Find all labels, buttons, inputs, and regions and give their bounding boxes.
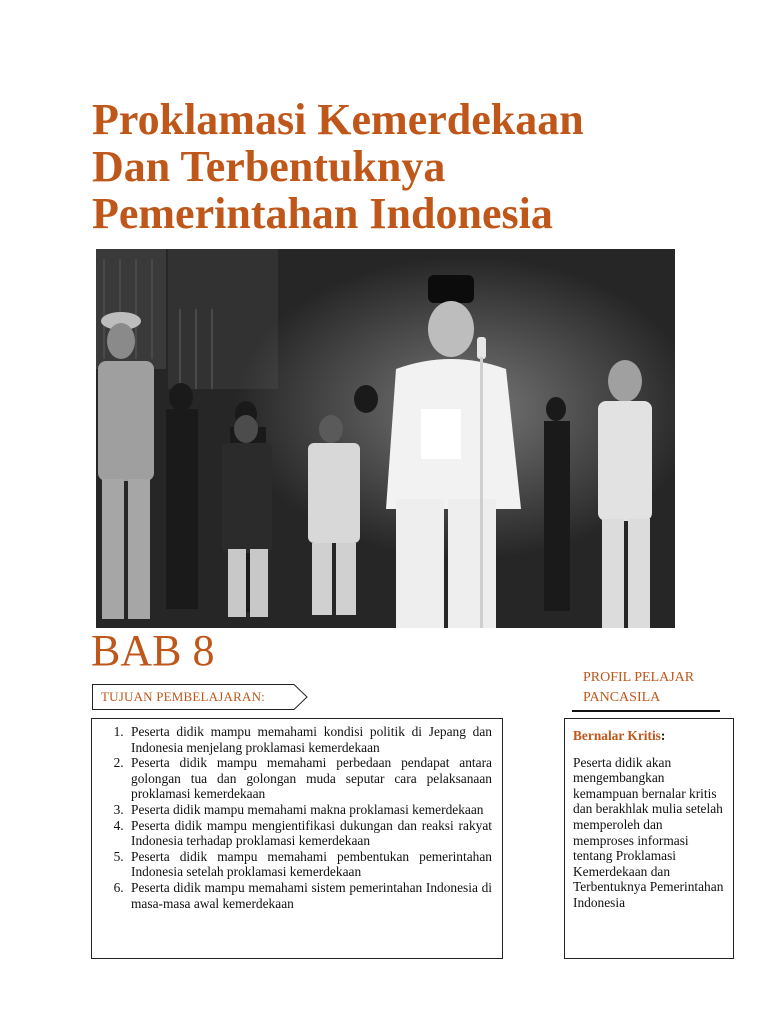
proclamation-photo bbox=[96, 249, 675, 628]
critical-thinking-box bbox=[564, 718, 734, 959]
learning-objectives-box bbox=[91, 718, 503, 959]
critical-thinking-heading-text: Bernalar Kritis bbox=[573, 728, 661, 743]
list-item: 4. Peserta didik mampu mengientifikasi dukungan dan reaksi rakyat Indonesia terhadap proklamasi kemerdekaan bbox=[127, 818, 492, 849]
chapter-label: BAB 8 bbox=[91, 626, 215, 675]
learning-objectives-label-text: TUJUAN PEMBELAJARAN: bbox=[101, 689, 265, 704]
critical-thinking-heading bbox=[573, 728, 725, 744]
critical-thinking-body: Peserta didik akan mengembangkan kemampuan bernalar kritis dan berakhlak mulia setelah memperoleh dan memproses informasi tentang Proklamasi Kemerdekaan dan Terbentuknya Pemerintahan Indonesia bbox=[573, 754, 724, 910]
heading-colon: : bbox=[660, 728, 666, 743]
list-item: 1. Peserta didik mampu memahami kondisi politik di Jepang dan Indonesia menjelang proklamasi kemerdekaan bbox=[127, 724, 492, 755]
objectives-list bbox=[102, 724, 492, 911]
profile-heading-line-1: PROFIL PELAJAR bbox=[583, 670, 695, 685]
page-title bbox=[92, 96, 692, 237]
profile-heading bbox=[583, 668, 723, 708]
list-item: 2. Peserta didik mampu memahami perbedaan pendapat antara golongan tua dan golongan muda seputar cara pelaksanaan proklamasi kemerdekaan bbox=[127, 755, 492, 802]
list-item: 6. Peserta didik mampu memahami sistem pemerintahan Indonesia di masa-masa awal kemerdekaan bbox=[127, 880, 492, 911]
title-line-3: Pemerintahan Indonesia bbox=[92, 189, 553, 238]
list-item: 5. Peserta didik mampu memahami pembentukan pemerintahan Indonesia setelah proklamasi kemerdekaan bbox=[127, 849, 492, 880]
divider bbox=[572, 710, 720, 712]
title-line-2: Dan Terbentuknya bbox=[92, 142, 446, 191]
list-item: 3. Peserta didik mampu memahami makna proklamasi kemerdekaan bbox=[127, 802, 492, 818]
profile-heading-line-2: PANCASILA bbox=[583, 690, 661, 705]
title-line-1: Proklamasi Kemerdekaan bbox=[92, 95, 584, 144]
learning-objectives-label bbox=[92, 684, 308, 710]
